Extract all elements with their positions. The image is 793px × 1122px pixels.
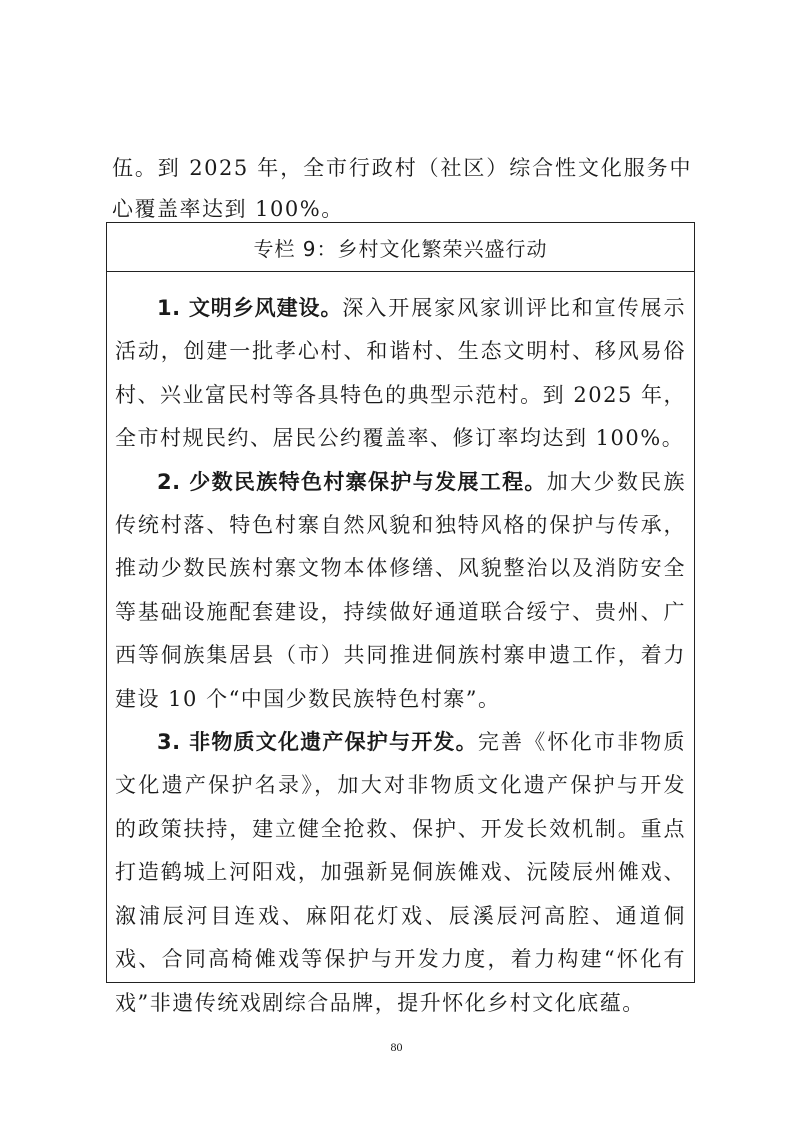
item-heading: 2. 少数民族特色村寨保护与发展工程。 [157,469,547,494]
item-intangible-heritage [115,721,686,1025]
page-number: 80 [390,1040,403,1054]
feature-box-title: 专栏 9：乡村文化繁荣兴盛行动 [107,223,694,272]
item-body: 加大少数民族传统村落、特色村寨自然风貌和独特风格的保护与传承，推动少数民族村寨文物本体修缮、风貌整治以及消防安全等基础设施配套建设，持续做好通道联合绥宁、贵州、广西等侗族集居县（市）共同推进侗族村寨申遗工作，着力建设 10 个“中国少数民族特色村寨”。 [115,469,687,711]
item-ethnic-village-protection [115,461,686,721]
item-body: 完善《怀化市非物质文化遗产保护名录》，加大对非物质文化遗产保护与开发的政策扶持，建立健全抢救、保护、开发长效机制。重点打造鹤城上河阳戏，加强新晃侗族傩戏、沅陵辰州傩戏、溆浦辰河目连戏、麻阳花灯戏、辰溪辰河高腔、通道侗戏、合同高椅傩戏等保护与开发力度，着力构建“怀化有戏”非遗传统戏剧综合品牌，提升怀化乡村文化底蕴。 [115,730,686,1015]
feature-box [106,222,695,1015]
item-body: 深入开展家风家训评比和宣传展示活动，创建一批孝心村、和谐村、生态文明村、移风易俗村、兴业富民村等各具特色的典型示范村。到 2025 年，全市村规民约、居民公约覆盖率、修订率均达到 100%。 [115,296,686,451]
feature-box-body [107,272,694,1025]
item-heading: 1. 文明乡风建设。 [157,296,343,320]
item-heading: 3. 非物质文化遗产保护与开发。 [157,730,478,755]
item-civilized-rural-customs [115,287,686,461]
intro-paragraph: 伍。到 2025 年，全市行政村（社区）综合性文化服务中心覆盖率达到 100%。 [112,156,692,221]
